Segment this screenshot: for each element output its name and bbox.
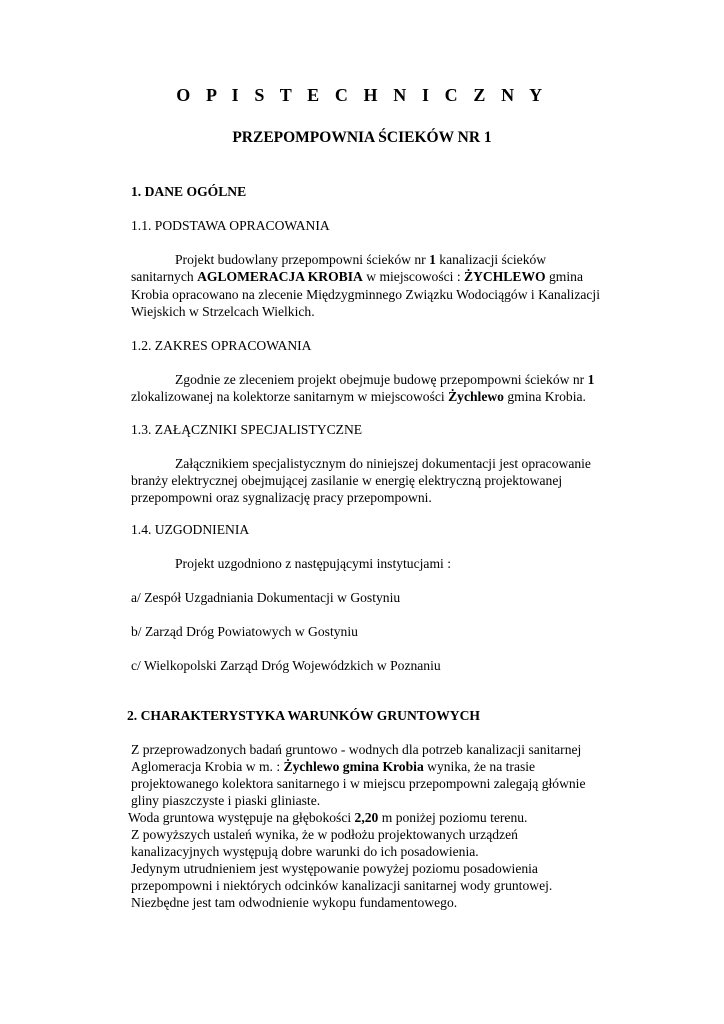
section-1-1-line-3: Krobia opracowano na zlecenie Międzygminnego Związku Wodociągów i Kanalizacji (131, 287, 600, 302)
section-1-3-line-3: przepompowni oraz sygnalizację pracy przepompowni. (131, 490, 432, 505)
section-1-4-heading: 1.4. UZGODNIENIA (131, 522, 250, 537)
section-1-3-heading: 1.3. ZAŁĄCZNIKI SPECJALISTYCZNE (131, 422, 363, 437)
section-1-4-intro: Projekt uzgodniono z następującymi instytucjami : (175, 556, 451, 571)
list-item: b/ Zarząd Dróg Powiatowych w Gostyniu (131, 624, 358, 639)
section-2-line-5: Woda gruntowa występuje na głębokości 2,20 m poniżej poziomu terenu. (128, 810, 528, 825)
section-2-line-7: kanalizacyjnych występują dobre warunki do ich posadowienia. (131, 844, 479, 859)
section-2-line-4: gliny piaszczyste i piaski gliniaste. (131, 793, 321, 808)
section-1-heading: 1. DANE OGÓLNE (131, 184, 247, 199)
section-2-line-10: Niezbędne jest tam odwodnienie wykopu fundamentowego. (131, 895, 458, 910)
list-item: a/ Zespół Uzgadniania Dokumentacji w Gostyniu (131, 590, 401, 605)
section-2-heading: 2. CHARAKTERYSTYKA WARUNKÓW GRUNTOWYCH (127, 708, 481, 723)
section-2-line-1: Z przeprowadzonych badań gruntowo - wodnych dla potrzeb kanalizacji sanitarnej (131, 742, 582, 757)
section-1-3-line-2: branży elektrycznej obejmującej zasilanie w energię elektryczną projektowanej (131, 473, 563, 488)
section-2-line-8: Jedynym utrudnieniem jest występowanie powyżej poziomu posadowienia (131, 861, 538, 876)
section-2-line-3: projektowanego kolektora sanitarnego i w miejscu przepompowni zalegają głównie (131, 776, 586, 791)
section-2-line-2: Aglomeracja Krobia w m. : Żychlewo gmina Krobia wynika, że na trasie (131, 759, 536, 774)
section-1-1-line-2: sanitarnych AGLOMERACJA KROBIA w miejscowości : ŻYCHLEWO gmina (131, 269, 583, 284)
section-1-1-heading: 1.1. PODSTAWA OPRACOWANIA (131, 218, 330, 233)
section-2-line-9: przepompowni i niektórych odcinków kanalizacji sanitarnej wody gruntowej. (131, 878, 553, 893)
section-1-3-line-1: Załącznikiem specjalistycznym do niniejszej dokumentacji jest opracowanie (175, 456, 591, 471)
section-2-line-6: Z powyższych ustaleń wynika, że w podłożu projektowanych urządzeń (131, 827, 518, 842)
document-subtitle: PRZEPOMPOWNIA ŚCIEKÓW NR 1 (232, 129, 492, 146)
section-1-2-heading: 1.2. ZAKRES OPRACOWANIA (131, 338, 312, 353)
section-1-2-line-2: zlokalizowanej na kolektorze sanitarnym w miejscowości Żychlewo gmina Krobia. (131, 389, 586, 404)
section-1-2-line-1: Zgodnie ze zleceniem projekt obejmuje budowę przepompowni ścieków nr 1 (175, 372, 595, 387)
section-1-1-line-4: Wiejskich w Strzelcach Wielkich. (131, 304, 315, 319)
section-1-1-line-1: Projekt budowlany przepompowni ścieków nr 1 kanalizacji ścieków (175, 252, 547, 267)
list-item: c/ Wielkopolski Zarząd Dróg Wojewódzkich w Poznaniu (131, 658, 441, 673)
document-title: O P I S T E C H N I C Z N Y (176, 85, 548, 105)
